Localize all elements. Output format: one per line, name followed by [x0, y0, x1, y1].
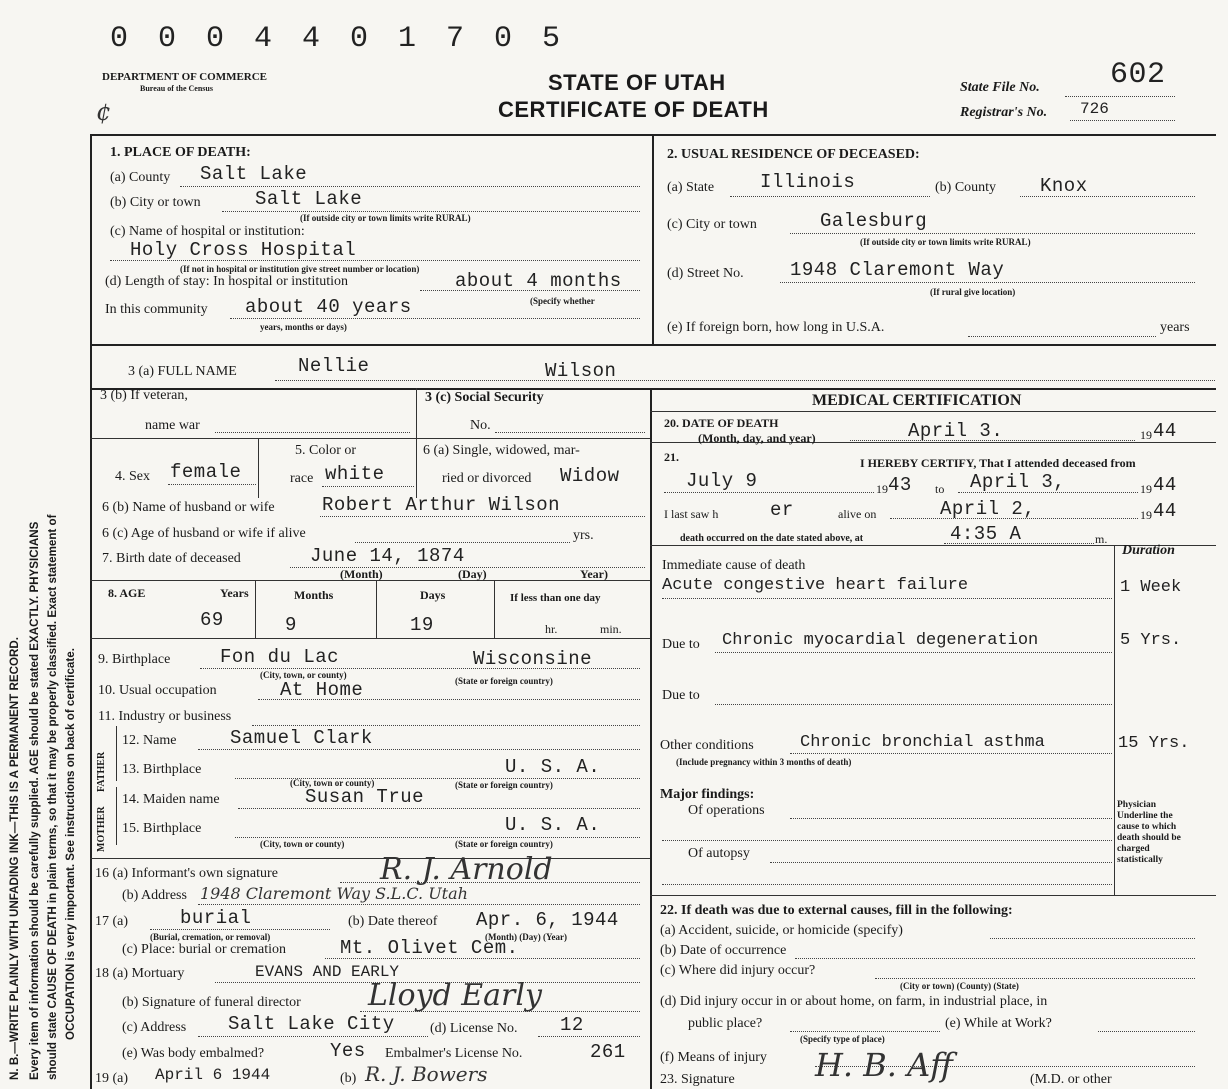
informant-signature: R. J. Arnold: [380, 852, 553, 887]
last-saw-fill: er: [770, 499, 794, 521]
mortuary-label: 18 (a) Mortuary: [95, 966, 185, 981]
foreign-years-suffix: years: [1160, 320, 1190, 335]
side-instruction-2: Every item of information should be carefully supplied. AGE should be stated EXACTLY. PHYSICIANS: [28, 521, 41, 1080]
min-label: min.: [600, 622, 622, 636]
specify-note: (Specify whether: [530, 296, 595, 306]
mortuary-address-label: (c) Address: [122, 1020, 187, 1035]
spouse-value: Robert Arthur Wilson: [322, 494, 561, 516]
occupation-label: 10. Usual occupation: [98, 683, 217, 698]
injury-location-label: (c) Where did injury occur?: [660, 963, 816, 978]
public-place-label: public place?: [688, 1016, 763, 1031]
license-label: (d) License No.: [430, 1021, 518, 1036]
spouse-label: 6 (b) Name of husband or wife: [102, 500, 275, 515]
father-label: FATHER: [96, 751, 107, 792]
age-years-label: Years: [220, 586, 249, 600]
embalmed-value: Yes: [330, 1040, 366, 1062]
attend-to-value: April 3,: [970, 471, 1066, 493]
marital-value: Widow: [560, 465, 620, 487]
birth-date-label: 7. Birth date of deceased: [102, 551, 241, 566]
birthplace-state-note: (State or foreign country): [455, 676, 553, 686]
age-months-value: 9: [285, 614, 297, 636]
birthplace-city-value: Fon du Lac: [220, 646, 340, 668]
other-conditions-label: Other conditions: [660, 738, 754, 753]
birthplace-city-note: (City, town, or county): [260, 670, 347, 680]
burial-note: (Burial, cremation, or removal): [150, 932, 271, 942]
community-value: about 40 years: [245, 296, 412, 318]
death-year-value: 44: [1153, 420, 1177, 442]
registrar-label: Registrar's No.: [960, 105, 1048, 120]
date-of-death-value: April 3.: [908, 420, 1004, 442]
sex-value: female: [170, 461, 242, 483]
hospital-value: Holy Cross Hospital: [130, 239, 357, 261]
length-of-stay-label: (d) Length of stay: In hospital or institution: [105, 274, 349, 289]
immediate-cause-value: Acute congestive heart failure: [662, 576, 969, 595]
burial-date-note: (Month) (Day) (Year): [485, 932, 567, 942]
external-causes-label: 22. If death was due to external causes, fill in the following:: [660, 903, 1013, 918]
spouse-age-yrs: yrs.: [573, 528, 594, 543]
mortuary-address-value: Salt Lake City: [228, 1013, 395, 1035]
injury-location-note: (City or town) (County) (State): [900, 981, 1019, 991]
other-conditions-note: (Include pregnancy within 3 months of death): [676, 757, 852, 767]
death-city-note: (If outside city or town limits write RURAL): [300, 213, 471, 223]
last-name-value: Wilson: [545, 360, 617, 382]
mother-birthplace-value: U. S. A.: [505, 814, 601, 836]
mother-bp-state-note: (State or foreign country): [455, 839, 553, 849]
alive-on-label: alive on: [838, 507, 877, 521]
res-state-value: Illinois: [760, 171, 856, 193]
birthplace-state-value: Wisconsine: [473, 648, 593, 670]
hospital-label: (c) Name of hospital or institution:: [110, 224, 305, 239]
burial-label: 17 (a): [95, 914, 129, 929]
physician-underline-note: Physician Underline the cause to which death should be charged statistically: [1117, 800, 1181, 865]
birth-month-note: (Month): [340, 567, 383, 581]
last-saw-date-value: April 2,: [940, 498, 1036, 520]
marital-label-1: 6 (a) Single, widowed, mar-: [423, 443, 580, 458]
major-findings-label: Major findings:: [660, 787, 755, 802]
father-bp-city-note: (City, town or county): [290, 778, 375, 788]
death-year-prefix: 19: [1140, 428, 1152, 442]
res-county-label: (b) County: [935, 180, 997, 195]
race-value: white: [325, 463, 385, 485]
burial-place-value: Mt. Olivet Cem.: [340, 937, 519, 959]
age-months-label: Months: [294, 588, 334, 602]
side-instruction-1: N. B.—WRITE PLAINLY WITH UNFADING INK—THIS IS A PERMANENT RECORD.: [8, 637, 21, 1080]
date-of-death-sub: (Month, day, and year): [698, 431, 816, 445]
death-city-value: Salt Lake: [255, 188, 363, 210]
license-value: 12: [560, 1014, 584, 1036]
last-saw-label: I last saw h: [664, 507, 719, 521]
place-of-death-heading: 1. PLACE OF DEATH:: [110, 145, 251, 160]
spouse-age-label: 6 (c) Age of husband or wife if alive: [102, 526, 306, 541]
informant-label: 16 (a) Informant's own signature: [95, 866, 278, 881]
hospital-note: (If not in hospital or institution give street number or location): [180, 264, 420, 274]
embalmer-license-value: 261: [590, 1041, 626, 1063]
cent-mark: ¢: [96, 98, 112, 126]
residence-heading: 2. USUAL RESIDENCE OF DECEASED:: [667, 147, 920, 162]
age-years-value: 69: [200, 609, 224, 631]
mother-label: MOTHER: [96, 806, 107, 852]
res-city-value: Galesburg: [820, 210, 928, 232]
physician-signature: H. B. Aff: [815, 1046, 953, 1084]
filed-value: April 6 1944: [155, 1066, 271, 1084]
mortuary-value: EVANS AND EARLY: [255, 963, 400, 981]
duration-label: Duration: [1122, 543, 1175, 558]
father-birthplace-value: U. S. A.: [505, 756, 601, 778]
veteran-label: 3 (b) If veteran,: [100, 388, 188, 403]
to-year-value: 44: [1153, 474, 1177, 496]
death-time-value: 4:35 A: [950, 523, 1022, 545]
immediate-duration-value: 1 Week: [1120, 578, 1182, 597]
to-year-prefix: 19: [1140, 482, 1152, 496]
certify-statement: I HEREBY CERTIFY, That I attended deceased from: [860, 456, 1136, 470]
due-to-2-label: Due to: [662, 688, 700, 703]
less-than-day-label: If less than one day: [510, 592, 601, 604]
industry-label: 11. Industry or business: [98, 709, 232, 724]
burial-place-label: (c) Place: burial or cremation: [122, 942, 287, 957]
res-street-note: (If rural give location): [930, 287, 1016, 297]
department-label: DEPARTMENT OF COMMERCE: [102, 71, 268, 83]
registrar-value: 726: [1080, 100, 1109, 118]
informant-address-value: 1948 Claremont Way S.L.C. Utah: [200, 884, 468, 903]
burial-value: burial: [180, 907, 252, 929]
res-state-label: (a) State: [667, 180, 715, 195]
state-file-label: State File No.: [960, 80, 1040, 95]
father-birthplace-label: 13. Birthplace: [122, 762, 202, 777]
community-label: In this community: [105, 302, 208, 317]
side-instruction-3: should state CAUSE OF DEATH in plain terms, so that it may be properly classified. Exact statement of: [46, 514, 59, 1080]
death-county-value: Salt Lake: [200, 163, 308, 185]
immediate-cause-label: Immediate cause of death: [662, 558, 806, 573]
filed-b-label: (b): [340, 1071, 357, 1086]
embalmed-label: (e) Was body embalmed?: [122, 1046, 265, 1061]
burial-date-label: (b) Date thereof: [348, 914, 438, 929]
occupation-value: At Home: [280, 679, 364, 701]
of-operations-label: Of operations: [688, 803, 765, 818]
of-autopsy-label: Of autopsy: [688, 846, 750, 861]
race-label: race: [290, 471, 314, 486]
md-label: (M.D. or other: [1030, 1072, 1112, 1087]
social-security-label: 3 (c) Social Security: [425, 390, 544, 405]
birth-day-note: (Day): [458, 567, 487, 581]
funeral-director-label: (b) Signature of funeral director: [122, 995, 301, 1010]
birthplace-label: 9. Birthplace: [98, 652, 171, 667]
embalmer-license-label: Embalmer's License No.: [385, 1046, 523, 1061]
physician-signature-label: 23. Signature: [660, 1072, 735, 1087]
funeral-director-signature: Lloyd Early: [368, 978, 542, 1013]
to-label: to: [935, 482, 945, 496]
ss-no-label: No.: [470, 418, 491, 433]
medical-certification-heading: MEDICAL CERTIFICATION: [812, 392, 1022, 409]
from-year-value: 43: [888, 474, 912, 496]
state-file-value: 602: [1110, 58, 1166, 92]
foreign-born-label: (e) If foreign born, how long in U.S.A.: [667, 320, 885, 335]
birth-date-value: June 14, 1874: [310, 545, 465, 567]
war-label: name war: [145, 418, 200, 433]
serial-number: 0 0 0 4 4 0 1 7 0 5: [110, 22, 567, 56]
father-name-label: 12. Name: [122, 733, 177, 748]
occurrence-date-label: (b) Date of occurrence: [660, 943, 787, 958]
accident-label: (a) Accident, suicide, or homicide (specify): [660, 923, 903, 938]
age-days-value: 19: [410, 614, 434, 636]
certify-number: 21.: [664, 450, 679, 464]
means-of-injury-label: (f) Means of injury: [660, 1050, 767, 1065]
other-conditions-value: Chronic bronchial asthma: [800, 733, 1045, 752]
res-county-value: Knox: [1040, 175, 1088, 197]
due-to-1-label: Due to: [662, 637, 700, 652]
other-duration-value: 15 Yrs.: [1118, 734, 1190, 753]
res-street-value: 1948 Claremont Way: [790, 259, 1005, 281]
marital-label-2: ried or divorced: [442, 471, 532, 486]
last-year-value: 44: [1153, 500, 1177, 522]
bureau-label: Bureau of the Census: [140, 84, 213, 93]
injury-home-label: (d) Did injury occur in or about home, on farm, in industrial place, in: [660, 994, 1048, 1009]
color-label: 5. Color or: [295, 443, 357, 458]
burial-date-value: Apr. 6, 1944: [476, 909, 619, 931]
hr-label: hr.: [545, 622, 558, 636]
length-of-stay-value: about 4 months: [455, 270, 622, 292]
father-bp-state-note: (State or foreign country): [455, 780, 553, 790]
death-county-label: (a) County: [110, 170, 171, 185]
from-year-prefix: 19: [876, 482, 888, 496]
res-city-note: (If outside city or town limits write RURAL): [860, 237, 1031, 247]
attend-from-value: July 9: [686, 470, 758, 492]
father-name-value: Samuel Clark: [230, 727, 373, 749]
mother-bp-city-note: (City, town or county): [260, 839, 345, 849]
due-to-1-duration-value: 5 Yrs.: [1120, 631, 1182, 650]
registrar-signature: R. J. Bowers: [365, 1062, 488, 1086]
community-note: years, months or days): [260, 322, 347, 332]
age-label: 8. AGE: [108, 586, 146, 600]
certificate-state-title: STATE OF UTAH: [548, 70, 726, 95]
specify-place-note: (Specify type of place): [800, 1034, 885, 1044]
due-to-1-value: Chronic myocardial degeneration: [722, 631, 1039, 650]
death-time-meridian: m.: [1095, 532, 1108, 546]
first-name-value: Nellie: [298, 355, 370, 377]
death-city-label: (b) City or town: [110, 195, 201, 210]
occurred-label: death occurred on the date stated above, at: [680, 533, 864, 544]
mother-name-value: Susan True: [305, 786, 425, 808]
certificate-title: CERTIFICATE OF DEATH: [498, 97, 769, 122]
full-name-label: 3 (a) FULL NAME: [128, 364, 237, 379]
age-days-label: Days: [420, 588, 446, 602]
side-instruction-4: OCCUPATION is very important. See instructions on back of certificate.: [64, 648, 77, 1040]
while-at-work-label: (e) While at Work?: [945, 1016, 1052, 1031]
filed-label: 19 (a): [95, 1071, 129, 1086]
date-of-death-label: 20. DATE OF DEATH: [664, 416, 779, 430]
res-city-label: (c) City or town: [667, 217, 757, 232]
mother-birthplace-label: 15. Birthplace: [122, 821, 202, 836]
res-street-label: (d) Street No.: [667, 266, 744, 281]
mother-name-label: 14. Maiden name: [122, 792, 220, 807]
sex-label: 4. Sex: [115, 469, 150, 484]
birth-year-note: Year): [580, 567, 608, 581]
informant-address-label: (b) Address: [122, 888, 187, 903]
last-year-prefix: 19: [1140, 508, 1152, 522]
